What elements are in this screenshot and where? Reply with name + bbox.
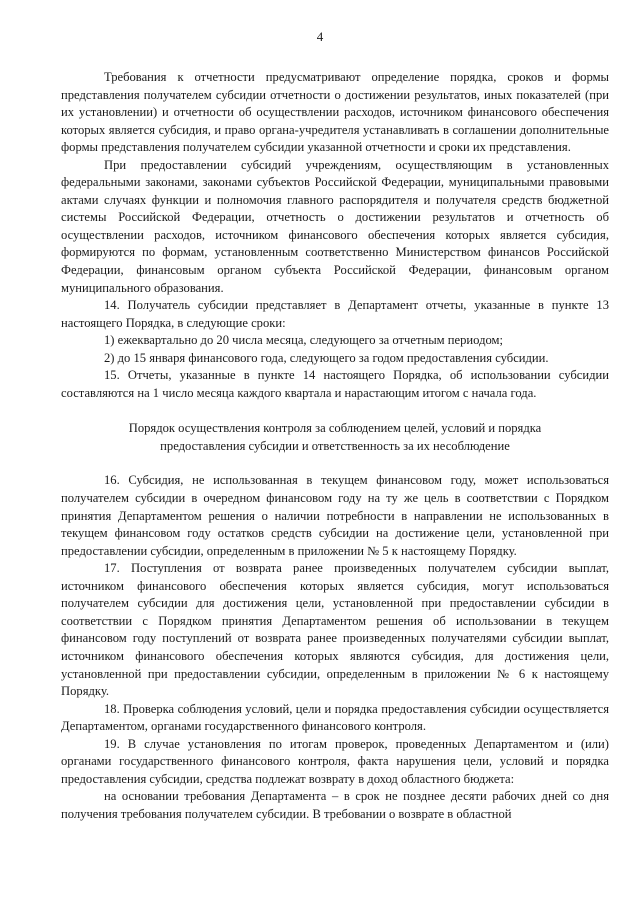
paragraph-19: 19. В случае установления по итогам проверок, проведенных Департаментом и (или) органами государственного финансового контроля, факта нарушения цели, условий и порядка предоставления субсидии, средства подлежат возврату в доход областного бюджета: bbox=[61, 736, 609, 786]
list-item-annual: 2) до 15 января финансового года, следующего за годом предоставления субсидии. bbox=[104, 350, 549, 365]
paragraph-17: 17. Поступления от возврата ранее произведенных получателем субсидии выплат, источником финансового обеспечения которых является субсидия, могут использоваться получателем субсидии для достижения цели, установленной при предоставлении субсидии в соответствии с Порядком принятия Департаментом решения об использовании в текущем финансовом году поступлений от возврата ранее произведенных получателями субсидии выплат, источником финансового обеспечения которых являются субсидия, для достижения цели, установленной при предоставлении субсидии, определенным в приложении № 6 к настоящему Порядку. bbox=[61, 561, 609, 699]
paragraph-institutions-reporting: При предоставлении субсидий учреждениям, осуществляющим в установленных федеральными законами, законами субъектов Российской Федерации, муниципальными правовыми актами случаях функции и полномочия главного распорядителя и получателя средств бюджетной системы Российской Федерации, отчетность о достижении результатов и отчетность об осуществлении расходов, источником финансового обеспечения которых является субсидия, формируются по формам, установленным соответственно Министерством финансов Российской Федерации, финансовым органом субъекта Российской Федерации, финансовым органом муниципального образования. bbox=[61, 157, 609, 295]
list-item-quarterly: 1) ежеквартально до 20 числа месяца, следующего за отчетным периодом; bbox=[104, 333, 504, 348]
paragraph-18: 18. Проверка соблюдения условий, цели и порядка предоставления субсидии осуществляется Департаментом, органами государственного финансового контроля. bbox=[61, 701, 609, 734]
paragraph-15: 15. Отчеты, указанные в пункте 14 настоящего Порядка, об использовании субсидии составляются на 1 число месяца каждого квартала и нарастающим итогом с начала года. bbox=[61, 368, 609, 400]
document-body bbox=[61, 69, 609, 823]
paragraph-19-continuation: на основании требования Департамента – в срок не позднее десяти рабочих дней со дня получения требования получателем субсидии. В требовании о возврате в областной bbox=[61, 789, 609, 821]
paragraph-reporting-requirements: Требования к отчетности предусматривают определение порядка, сроков и формы представления получателем субсидии отчетности о достижении результатов, иных показателей (при их установлении) и отчетности об осуществлении расходов, источником финансового обеспечения которых является субсидия, и право органа-учредителя устанавливать в соглашении дополнительные формы представления получателем субсидии указанной отчетности и сроки их представления. bbox=[61, 70, 609, 155]
page-number: 4 bbox=[316, 29, 324, 44]
paragraph-14: 14. Получатель субсидии представляет в Департамент отчеты, указанные в пункте 13 настоящего Порядка, в следующие сроки: bbox=[61, 298, 609, 330]
section-heading-line-2: предоставления субсидии и ответственность за их несоблюдение bbox=[160, 438, 510, 453]
paragraph-16: 16. Субсидия, не использованная в текущем финансовом году, может использоваться получателем субсидии в очередном финансовом году на ту же цель в соответствии с Порядком принятия Департаментом решения о наличии потребности в направлении не использованных в текущем финансовом году остатков средств субсидии на достижение цели, установленной при предоставлении субсидии, определенным в приложении № 5 к настоящему Порядку. bbox=[61, 473, 609, 558]
section-heading-line-1: Порядок осуществления контроля за соблюдением целей, условий и порядка bbox=[128, 421, 542, 436]
section-heading bbox=[61, 420, 609, 455]
